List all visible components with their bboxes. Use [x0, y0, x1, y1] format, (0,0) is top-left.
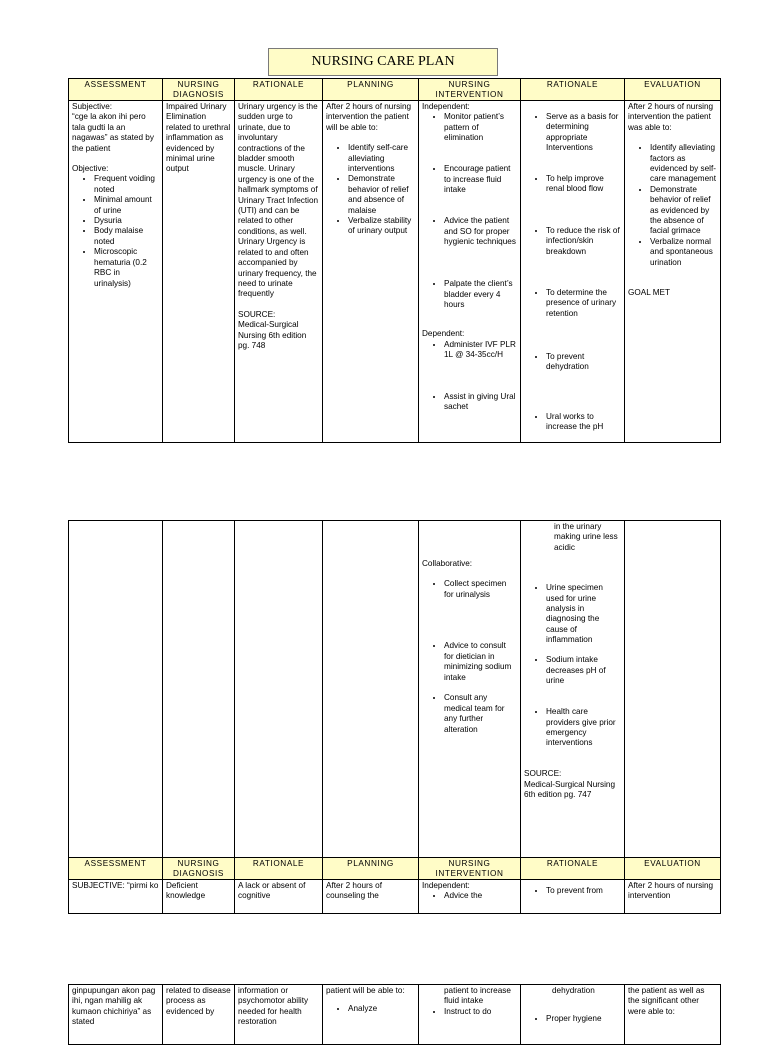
planning-list — [326, 143, 415, 237]
independent-label: Independent: — [422, 102, 470, 111]
source-label-2: SOURCE: — [524, 769, 562, 779]
intervention-cell — [419, 101, 521, 443]
diagnosis-cell-3: related to disease process as evidenced by — [163, 985, 235, 1045]
list-item: • Advice the patient and SO for proper hygienic techniques — [444, 216, 517, 279]
intervention-cell-2 — [419, 880, 521, 914]
assessment-cell-2: SUBJECTIVE: “pirmi ko — [69, 880, 163, 914]
rationale-text: Urinary urgency is the sudden urge to urinate, due to involuntary contractions of the bladder smooth muscle. Urinary urgency is one of the hallmark symptoms of Urinary Tract Infection (UTI) and can be related to other conditions, as well. Urinary Urgency is related to and often accompanied by urinary frequency, the need to urinate frequently — [238, 102, 319, 299]
header-rationale-2: RATIONALE — [521, 79, 625, 101]
subjective-label: Subjective: — [72, 102, 113, 111]
care-plan-table-3 — [68, 984, 721, 1045]
header-assessment: ASSESSMENT — [69, 858, 163, 880]
planning-intro: After 2 hours of nursing intervention the patient will be able to: — [326, 102, 412, 132]
header-nursing-diagnosis: NURSING DIAGNOSIS — [163, 858, 235, 880]
header-rationale: RATIONALE — [235, 858, 323, 880]
rationale-2-list-3 — [524, 1014, 621, 1024]
header-rationale-2: RATIONALE — [521, 858, 625, 880]
intervention-list-3 — [422, 1007, 517, 1017]
header-planning: PLANNING — [323, 79, 419, 101]
list-item: • Minimal amount of urine — [94, 195, 159, 216]
list-item: • Health care providers give prior emergency interventions — [546, 707, 621, 769]
header-planning: PLANNING — [323, 858, 419, 880]
independent-list — [422, 112, 517, 329]
list-item: • Administer IVF PLR 1L @ 34-35cc/H — [444, 340, 517, 392]
list-item: • Palpate the client’s bladder every 4 hours — [444, 279, 517, 329]
intervention-cell-3 — [419, 985, 521, 1045]
list-item: • Verbalize normal and spontaneous urination — [650, 237, 717, 268]
independent-label-2: Independent: — [422, 881, 470, 890]
intervention-continued: patient to increase fluid intake — [444, 986, 511, 1006]
list-item: • Assist in giving Ural sachet — [444, 392, 517, 413]
assessment-cell-3: ginpupungan akon pag ihi, ngan mahilig ak kumaon chichiriya” as stated — [69, 985, 163, 1045]
subjective-text: “cge la akon ihi pero tala gudti la an nagawas” as stated by the patient — [72, 112, 154, 153]
list-item: • Advice to consult for dietician in minimizing sodium intake — [444, 641, 517, 693]
list-item: • Body malaise noted — [94, 226, 159, 247]
list-item: • Analyze — [348, 1004, 415, 1014]
list-item: • Serve as a basis for determining appropriate Interventions — [546, 112, 621, 174]
list-item: • Proper hygiene — [546, 1014, 621, 1024]
list-item: • Identify alleviating factors as evidenced by self-care management — [650, 143, 717, 185]
page-title: NURSING CARE PLAN — [268, 48, 498, 76]
list-item: • Ural works to increase the pH — [546, 412, 621, 433]
header-rationale: RATIONALE — [235, 79, 323, 101]
list-item: • Instruct to do — [444, 1007, 517, 1017]
list-item: • Verbalize stability of urinary output — [348, 216, 415, 237]
rationale-2-list — [524, 112, 621, 433]
list-item: • To help improve renal blood flow — [546, 174, 621, 226]
list-item: • Urine specimen used for urine analysis in diagnosing the cause of inflammation — [546, 583, 621, 655]
list-item: • To reduce the risk of infection/skin breakdown — [546, 226, 621, 288]
goal-status: GOAL MET — [628, 288, 671, 298]
header-nursing-intervention: NURSING INTERVENTION — [419, 79, 521, 101]
list-item: • Sodium intake decreases pH of urine — [546, 655, 621, 707]
rationale-2-continued: in the urinary making urine less acidic — [554, 522, 618, 552]
rationale-2-cell-2 — [521, 880, 625, 914]
header-assessment: ASSESSMENT — [69, 79, 163, 101]
assessment-cell-cont — [69, 521, 163, 858]
list-item: • Demonstrate behavior of relief as evidenced by the absence of facial grimace — [650, 185, 717, 237]
dependent-label: Dependent: — [422, 329, 465, 339]
evaluation-list — [628, 143, 717, 268]
intervention-cell-cont — [419, 521, 521, 858]
planning-cell-cont — [323, 521, 419, 858]
rationale-cell-cont — [235, 521, 323, 858]
planning-cell — [323, 101, 419, 443]
rationale-cell — [235, 101, 323, 443]
objective-label: Objective: — [72, 164, 109, 174]
evaluation-cell-2: After 2 hours of nursing intervention — [625, 880, 721, 914]
list-item: • Advice the — [444, 891, 517, 901]
list-item: • To prevent from — [546, 886, 621, 896]
diagnosis-cell — [163, 101, 235, 443]
list-item: • To determine the presence of urinary retention — [546, 288, 621, 352]
header-nursing-diagnosis: NURSING DIAGNOSIS — [163, 79, 235, 101]
planning-text-3: patient will be able to: — [326, 986, 405, 995]
care-plan-table-2 — [68, 520, 721, 914]
list-item: • To prevent dehydration — [546, 352, 621, 412]
list-item: • Dysuria — [94, 216, 159, 226]
list-item: • Encourage patient to increase fluid intake — [444, 164, 517, 216]
header-nursing-intervention: NURSING INTERVENTION — [419, 858, 521, 880]
list-item: • Monitor patient’s pattern of elimination — [444, 112, 517, 164]
list-item: • Identify self-care alleviating interventions — [348, 143, 415, 174]
collaborative-list — [422, 579, 517, 735]
diagnosis-text: Impaired Urinary Elimination related to urethral inflammation as evidenced by minimal urine output — [166, 102, 231, 174]
rationale-2-list-2 — [524, 886, 621, 896]
intervention-list-2 — [422, 891, 517, 901]
diagnosis-cell-2: Deficient knowledge — [163, 880, 235, 914]
diagnosis-cell-cont — [163, 521, 235, 858]
rationale-2-continued-3: dehydration — [552, 986, 595, 995]
planning-cell-2: After 2 hours of counseling the — [323, 880, 419, 914]
dependent-list — [422, 340, 517, 413]
rationale-2-cell-cont — [521, 521, 625, 858]
planning-cell-3 — [323, 985, 419, 1045]
header-evaluation: EVALUATION — [625, 858, 721, 880]
source-label: SOURCE: — [238, 309, 276, 319]
source-text: Medical-Surgical Nursing 6th edition pg. 748 — [238, 320, 307, 350]
collaborative-label: Collaborative: — [422, 559, 473, 568]
rationale-2-cell-3 — [521, 985, 625, 1045]
rationale-cell-2: A lack or absent of cognitive — [235, 880, 323, 914]
care-plan-table-1 — [68, 78, 721, 443]
list-item: • Frequent voiding noted — [94, 174, 159, 195]
source-text-2: Medical-Surgical Nursing 6th edition pg. 747 — [524, 779, 616, 800]
list-item: • Microscopic hematuria (0.2 RBC in urinalysis) — [94, 247, 159, 289]
list-item: • Consult any medical team for any further alteration — [444, 693, 517, 735]
evaluation-cell — [625, 101, 721, 443]
rationale-2-list-cont — [524, 583, 621, 769]
list-item: • Collect specimen for urinalysis — [444, 579, 517, 641]
list-item: • Demonstrate behavior of relief and absence of malaise — [348, 174, 415, 216]
assessment-cell — [69, 101, 163, 443]
rationale-cell-3: information or psychomotor ability needed for health restoration — [235, 985, 323, 1045]
planning-list-3 — [326, 1004, 415, 1014]
evaluation-cell-cont — [625, 521, 721, 858]
evaluation-intro: After 2 hours of nursing intervention the patient was able to: — [628, 102, 714, 132]
rationale-2-cell — [521, 101, 625, 443]
header-evaluation: EVALUATION — [625, 79, 721, 101]
objective-list — [72, 174, 159, 288]
evaluation-cell-3: the patient as well as the significant other were able to: — [625, 985, 721, 1045]
